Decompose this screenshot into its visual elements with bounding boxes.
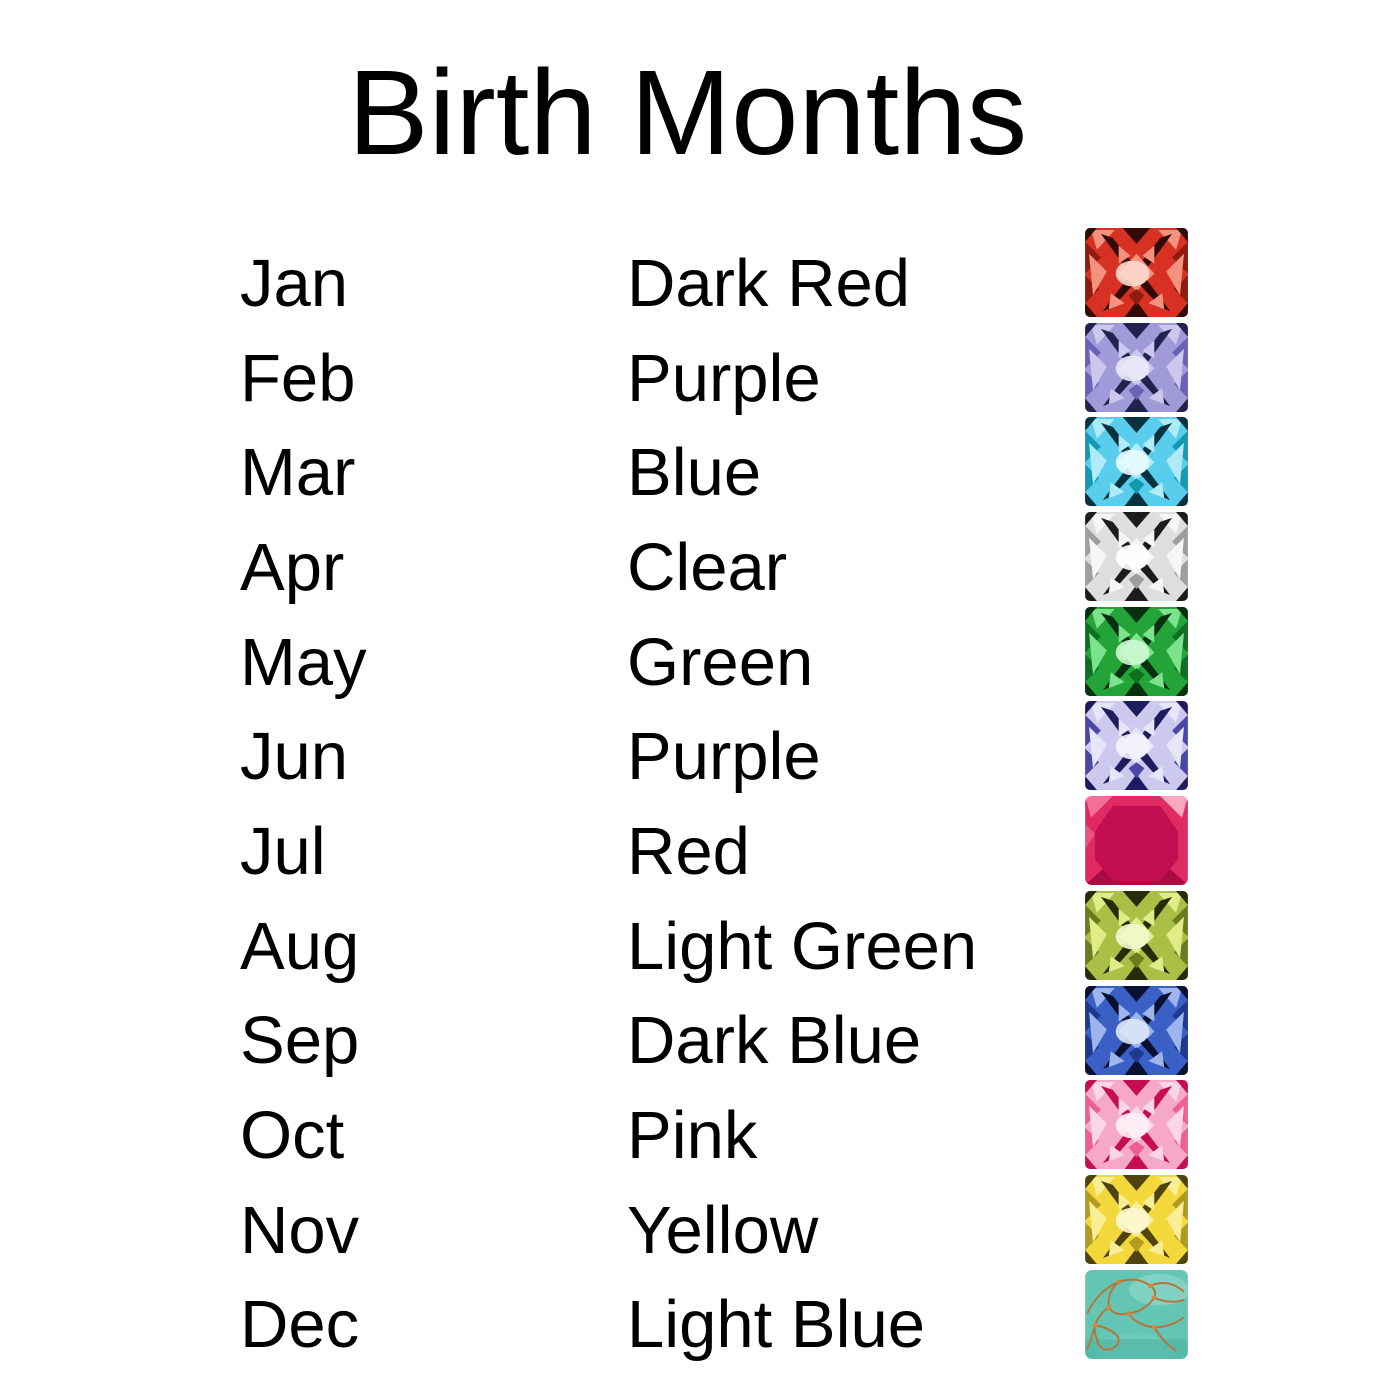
month-list	[0, 228, 1400, 1364]
color-label: Light Blue	[627, 1287, 925, 1363]
month-label: Feb	[240, 340, 356, 416]
color-label: Yellow	[627, 1192, 819, 1268]
gem-icon-nov	[1085, 1175, 1188, 1264]
table-row	[0, 607, 1400, 702]
table-row	[0, 228, 1400, 323]
gem-icon-apr	[1085, 512, 1188, 601]
month-label: Oct	[240, 1098, 345, 1174]
color-label: Purple	[627, 719, 821, 795]
gem-icon-jul	[1085, 796, 1188, 885]
color-label: Green	[627, 624, 814, 700]
color-label: Dark Blue	[627, 1003, 922, 1079]
month-label: Sep	[240, 1003, 360, 1079]
table-row	[0, 417, 1400, 512]
color-label: Dark Red	[627, 245, 910, 321]
color-label: Clear	[627, 529, 788, 605]
table-row	[0, 796, 1400, 891]
month-label: Mar	[240, 435, 356, 511]
month-label: Jul	[240, 813, 326, 889]
gem-icon-may	[1085, 607, 1188, 696]
gem-icon-dec	[1085, 1270, 1188, 1359]
gem-icon-aug	[1085, 891, 1188, 980]
month-label: Aug	[240, 908, 360, 984]
table-row	[0, 1080, 1400, 1175]
gem-icon-jan	[1085, 228, 1188, 317]
color-label: Blue	[627, 435, 762, 511]
page-title: Birth Months	[347, 44, 1028, 180]
month-label: Jan	[240, 245, 349, 321]
table-row	[0, 323, 1400, 418]
gem-icon-jun	[1085, 701, 1188, 790]
month-label: Dec	[240, 1287, 360, 1363]
gem-icon-feb	[1085, 323, 1188, 412]
gem-icon-mar	[1085, 417, 1188, 506]
table-row	[0, 1175, 1400, 1270]
month-label: Jun	[240, 719, 349, 795]
gem-icon-oct	[1085, 1080, 1188, 1169]
table-row	[0, 986, 1400, 1081]
month-label: Nov	[240, 1192, 360, 1268]
table-row	[0, 701, 1400, 796]
table-row	[0, 1270, 1400, 1365]
color-label: Pink	[627, 1098, 758, 1174]
month-label: Apr	[240, 529, 345, 605]
color-label: Light Green	[627, 908, 978, 984]
gem-icon-sep	[1085, 986, 1188, 1075]
color-label: Purple	[627, 340, 821, 416]
month-label: May	[240, 624, 367, 700]
table-row	[0, 891, 1400, 986]
color-label: Red	[627, 813, 750, 889]
table-row	[0, 512, 1400, 607]
